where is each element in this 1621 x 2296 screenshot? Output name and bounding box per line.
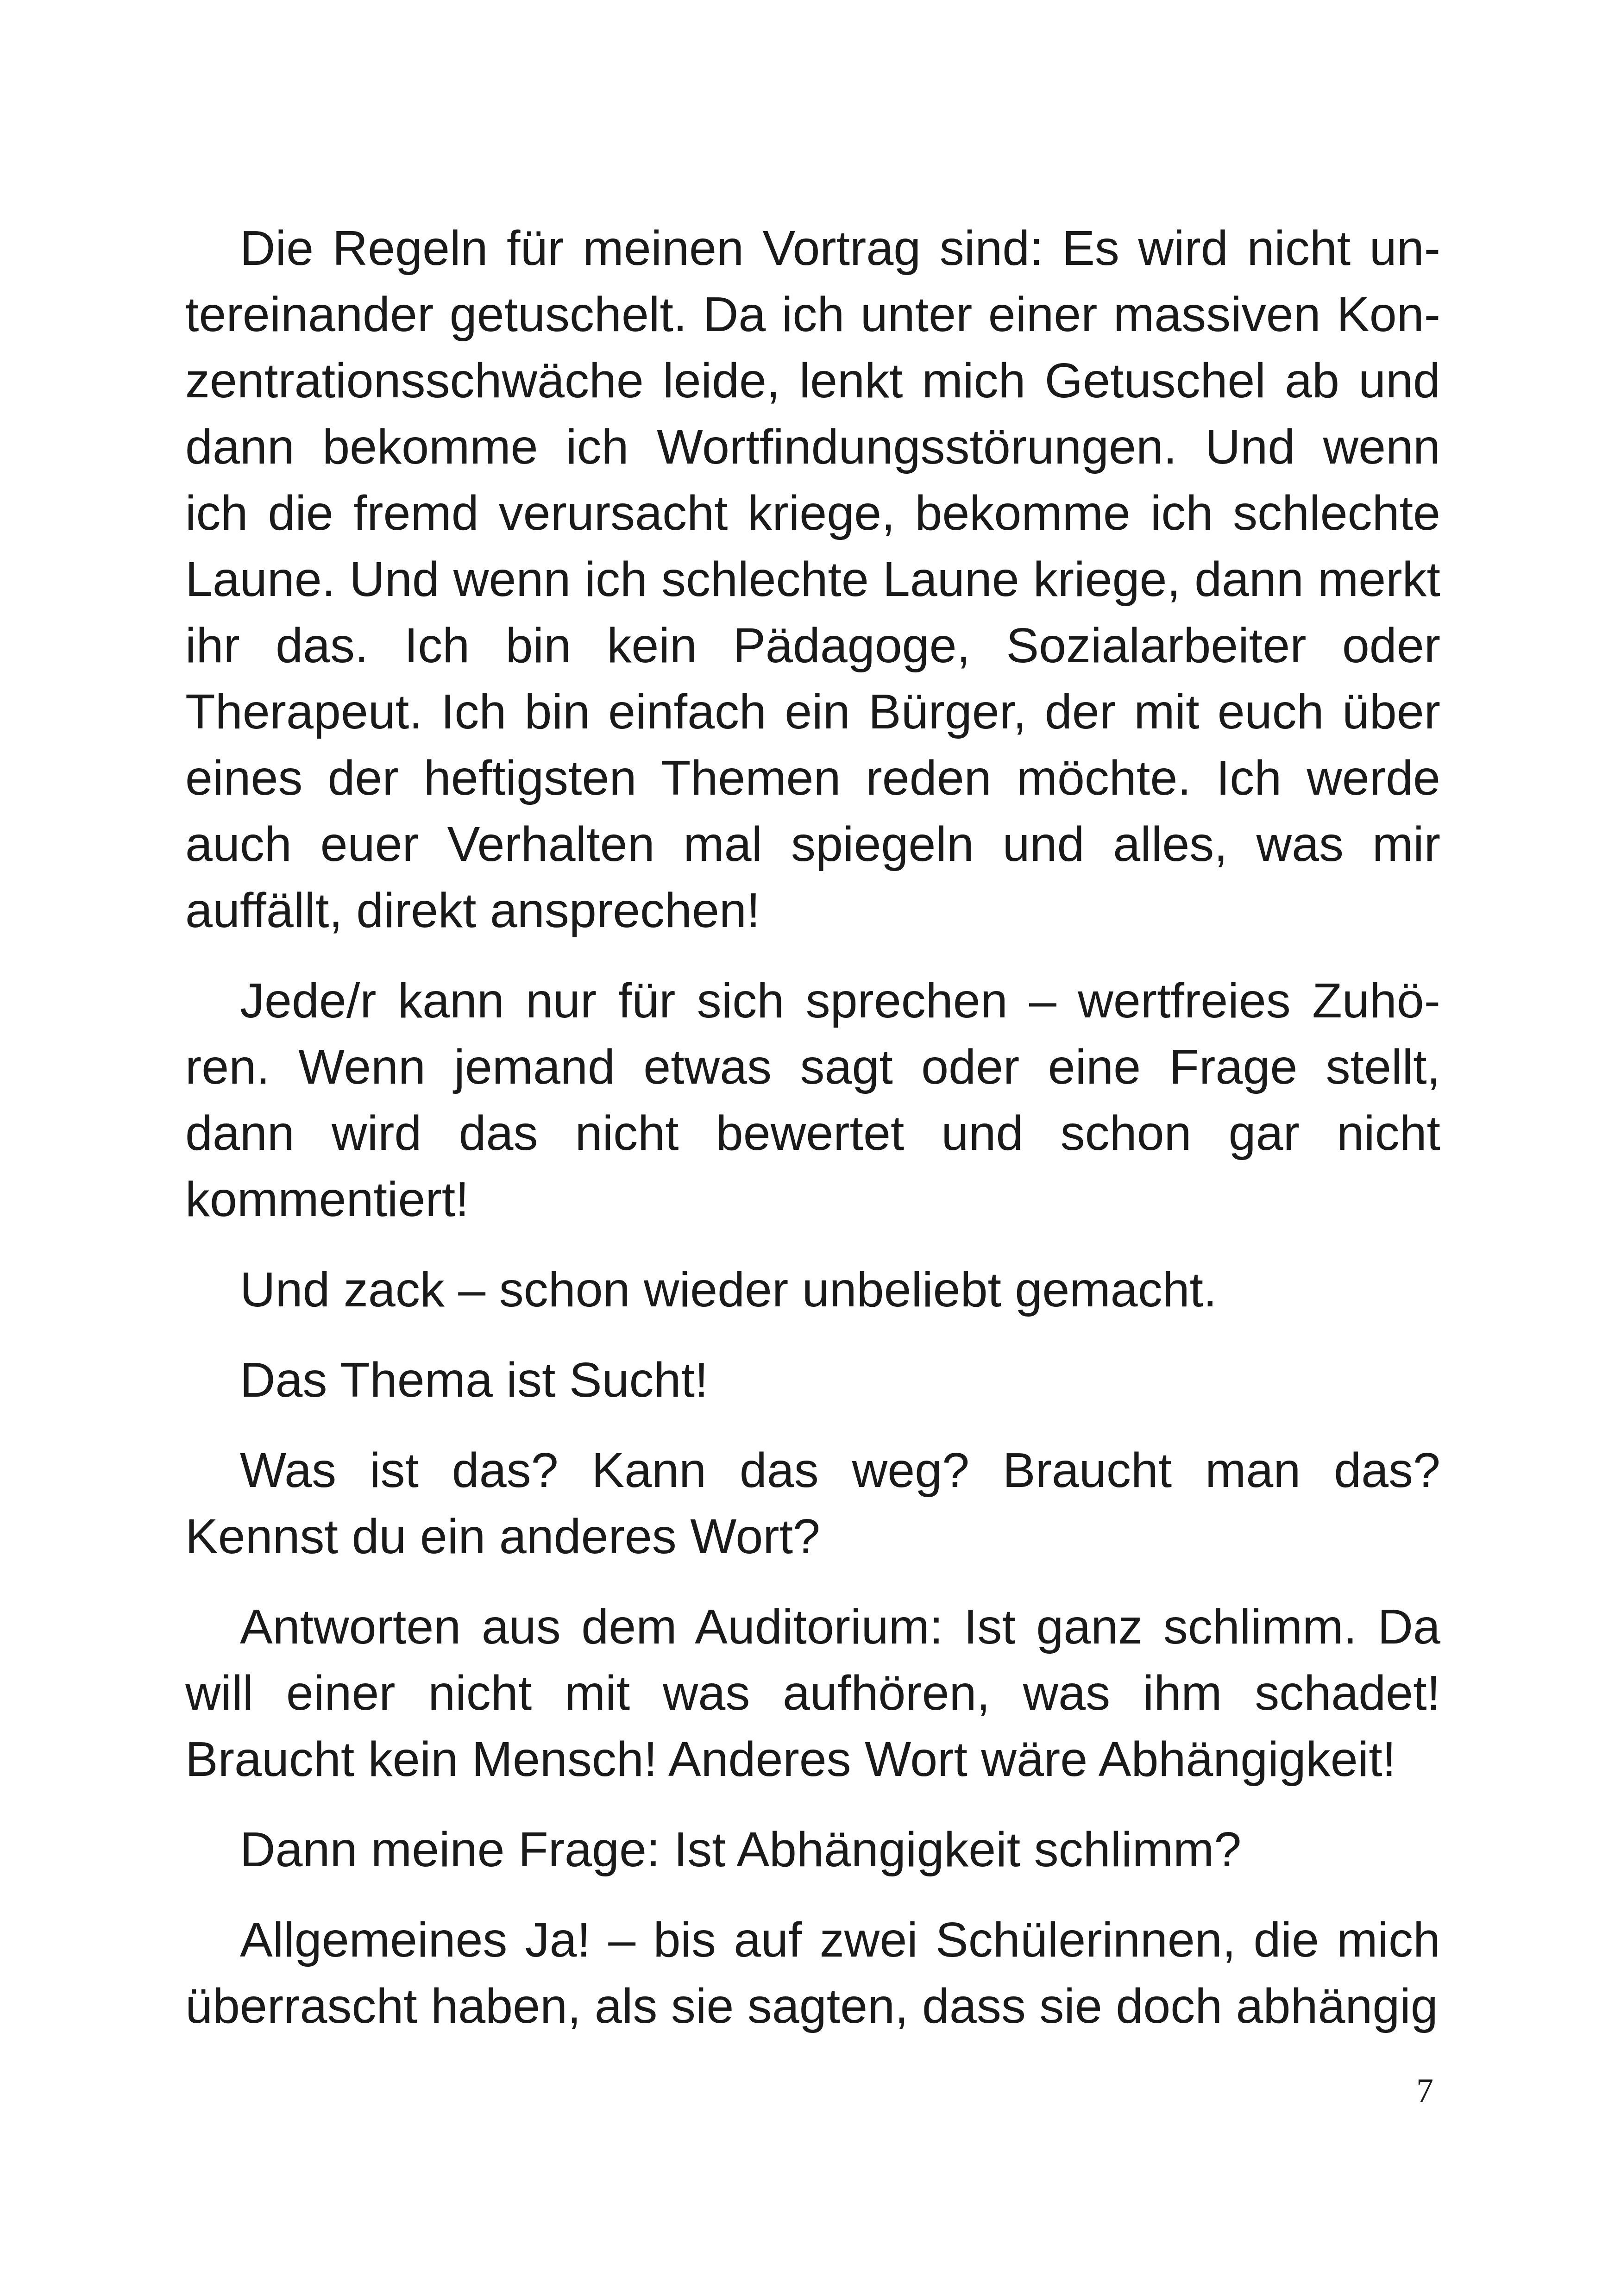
- paragraph-topic: Das Thema ist Sucht!: [240, 1353, 709, 1407]
- paragraph-answers: Antworten aus dem Auditorium: Ist ganz schlimm. Da will einer nicht mit was aufhören, was ihm schadet! Braucht kein Mensch! Anderes Wort wäre Abhängigkeit!: [185, 1600, 1440, 1787]
- paragraph-listening: Jede/r kann nur für sich sprechen – wertfreies Zuhören. Wenn jemand etwas sagt oder eine Frage stellt, dann wird das nicht bewertet und schon gar nicht kommentiert!: [185, 973, 1440, 1227]
- page-number: 7: [1416, 2072, 1433, 2110]
- paragraph-unpopular: Und zack – schon wieder unbeliebt gemacht.: [240, 1262, 1217, 1317]
- paragraph-questions: Was ist das? Kann das weg? Braucht man das? Kennst du ein anderes Wort?: [185, 1443, 1440, 1564]
- paragraph-rules: Die Regeln für meinen Vortrag sind: Es wird nicht untereinander getuschelt. Da ich unter einer massiven Konzentrationsschwäche leide, lenkt mich Getuschel ab und dann bekomme ich Wortfindungsstörungen. Und wenn ich die fremd verursacht kriege, bekomme ich schlechte Laune. Und wenn ich schlechte Laune kriege, dann merkt ihr das. Ich bin kein Pädagoge, Sozialarbeiter oder Therapeut. Ich bin einfach ein Bürger, der mit euch über eines der heftigsten Themen reden möchte. Ich werde auch euer Verhalten mal spiegeln und alles, was mir auffällt, direkt ansprechen!: [185, 221, 1440, 938]
- body-text: [185, 215, 1440, 2064]
- paragraph-general-yes: Allgemeines Ja! – bis auf zwei Schülerinnen, die mich überrascht haben, als sie sagten, dass sie doch abhängig: [185, 1913, 1440, 2033]
- paragraph-my-question: Dann meine Frage: Ist Abhängigkeit schlimm?: [240, 1822, 1242, 1877]
